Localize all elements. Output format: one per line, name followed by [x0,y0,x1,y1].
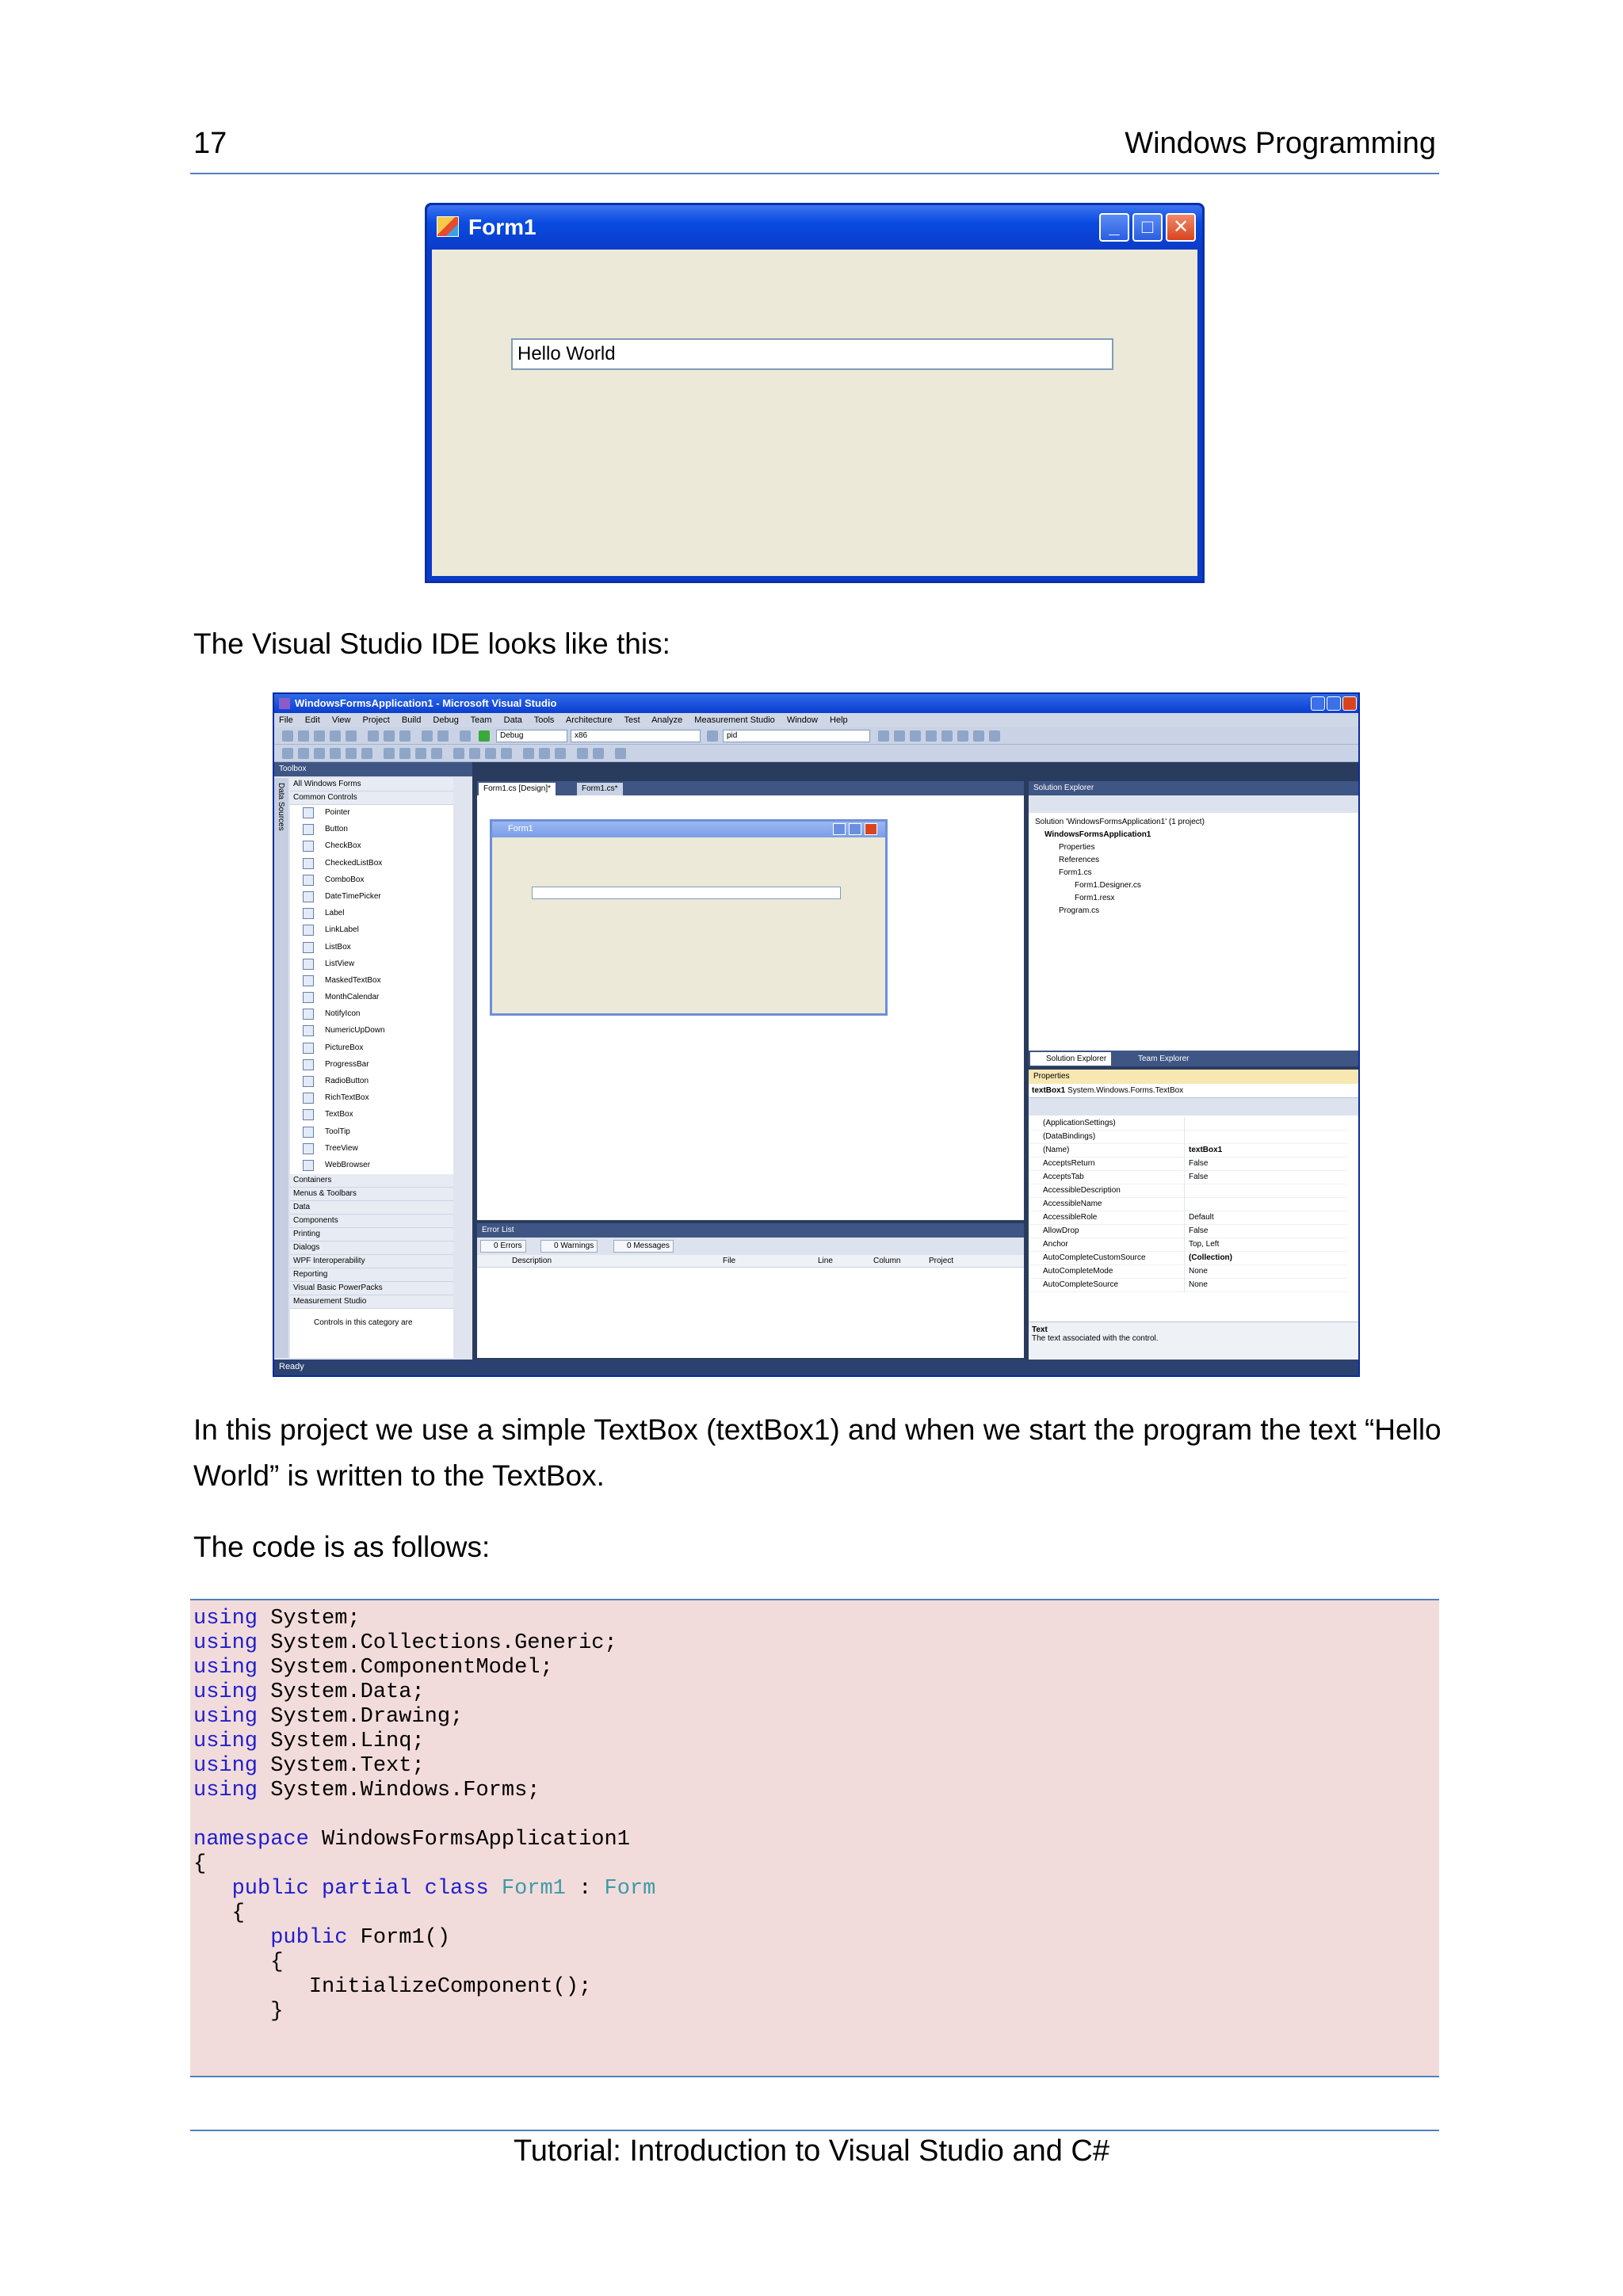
object-browser-icon[interactable] [926,730,937,742]
standard-toolbar [274,727,1358,745]
col-description[interactable]: Description [512,1257,552,1265]
code-line: { [270,1951,284,1974]
listview-icon [303,959,314,970]
solution-explorer-title: Solution Explorer [1029,781,1360,795]
properties-title: Properties [1029,1070,1360,1084]
toolbox-category[interactable]: Menus & Toolbars [290,1188,453,1201]
toolbox-item[interactable] [290,922,453,939]
property-row[interactable] [1029,1144,1347,1158]
property-desc-title: Text [1032,1325,1048,1334]
solution-explorer-icon[interactable] [894,730,905,742]
toolbox-item-label: Button [325,825,348,834]
webbrowser-icon [303,1160,314,1171]
toolbox-category[interactable]: Data [290,1201,453,1215]
new-project-icon[interactable] [282,730,293,742]
property-name: AllowDrop [1043,1226,1079,1235]
code-line: using System; [193,1607,361,1630]
align-middles-icon[interactable] [346,748,357,759]
pointer-icon [303,807,314,818]
toolbox-item[interactable] [290,805,453,822]
warnings-filter-button[interactable]: 0 Warnings [540,1240,598,1253]
toolbox-item-label: PictureBox [325,1043,364,1052]
properties-object-type: System.Windows.Forms.TextBox [1067,1086,1184,1095]
property-value: False [1189,1173,1209,1181]
horizontal-spacing-icon[interactable] [453,748,464,759]
data-sources-label: Data Sources [277,783,285,831]
paste-icon[interactable] [399,730,411,742]
start-debugging-icon[interactable] [479,730,490,742]
explorer-tabs [1029,1051,1360,1066]
toolbox-item[interactable] [290,1124,453,1141]
property-value: False [1189,1159,1209,1168]
code-line: using System.Drawing; [193,1705,464,1729]
checkbox-icon [303,841,314,852]
tab-solution-explorer[interactable]: Solution Explorer [1030,1052,1111,1066]
toolbox-icon[interactable] [941,730,953,742]
close-icon[interactable]: ✕ [1166,213,1196,242]
property-name: (DataBindings) [1043,1132,1096,1141]
make-same-height-icon[interactable] [399,748,411,759]
designer-textbox[interactable] [532,887,841,899]
vs-icon [279,698,290,709]
vertical-spacing-icon[interactable] [523,748,534,759]
code-line: using System.Collections.Generic; [193,1631,617,1655]
property-name: AutoCompleteCustomSource [1043,1253,1146,1262]
toolbox-item[interactable] [290,1006,453,1023]
toolbox-item-label: RadioButton [325,1077,369,1085]
code-line: { [231,1901,245,1925]
toolbox-item[interactable] [290,1057,453,1074]
error-list-header [477,1255,1024,1268]
increase-spacing-icon[interactable] [469,748,480,759]
toolbox-item-label: ListBox [325,942,351,952]
property-name: (Name) [1043,1146,1070,1154]
tree-item-form1[interactable]: Form1.cs [1059,868,1092,877]
textbox-icon [303,1109,314,1120]
menu-measurement-studio[interactable]: Measurement Studio [694,715,775,725]
ide-close-icon[interactable] [1342,696,1357,711]
center-vertically-icon[interactable] [555,748,566,759]
tree-item-solution[interactable]: Solution 'WindowsFormsApplication1' (1 project) [1035,818,1205,826]
ide-maximize-icon[interactable] [1327,696,1341,711]
property-name: AccessibleDescription [1043,1186,1121,1195]
undo-icon[interactable] [422,730,433,742]
property-row[interactable] [1029,1158,1347,1171]
status-bar: Ready [274,1360,1358,1375]
save-icon[interactable] [330,730,341,742]
form1-client [432,250,1197,576]
toolbox-item[interactable] [290,973,453,990]
datetimepicker-icon [303,891,314,902]
decrease-spacing-icon[interactable] [485,748,496,759]
header-title: Windows Programming [1125,127,1436,160]
toolbox-item[interactable] [290,1023,453,1039]
properties-object-select[interactable] [1029,1084,1360,1098]
toolbox-category[interactable]: Containers [290,1174,453,1188]
ide-titlebar [274,694,1358,713]
menu-file[interactable]: File [279,715,293,725]
menu-test[interactable]: Test [624,715,640,725]
code-line: InitializeComponent(); [308,1975,592,1999]
errors-filter-button[interactable]: 0 Errors [480,1240,526,1253]
vs-ide-window [273,692,1360,1377]
ide-minimize-icon[interactable] [1311,696,1325,711]
tooltip-icon [303,1127,314,1138]
toolbox-item-label: MaskedTextBox [325,975,381,985]
toolbox-item-label: Pointer [325,808,350,817]
footer-text: Tutorial: Introduction to Visual Studio and C# [513,2134,1109,2168]
toolbox-item[interactable] [290,889,453,906]
data-sources-tab[interactable] [274,778,288,1358]
solution-explorer-panel [1029,781,1360,1051]
form1-titlebar [427,205,1202,250]
properties-toolbar [1029,1098,1360,1116]
toolbox-item[interactable] [290,1141,453,1158]
hello-textbox[interactable]: Hello World [511,338,1113,370]
code-line: using System.ComponentModel; [193,1656,553,1680]
toolbox-item-label: RichTextBox [325,1093,369,1103]
code-line: namespace WindowsFormsApplication1 [193,1828,630,1852]
header-rule [190,173,1439,174]
property-value: Default [1189,1213,1214,1222]
find-in-files-icon[interactable] [878,730,889,742]
properties-object-name: textBox1 [1032,1086,1066,1095]
toolbox-panel [274,762,472,1361]
send-to-back-icon[interactable] [593,748,604,759]
toolbox-item[interactable] [290,872,453,889]
property-value: textBox1 [1189,1146,1223,1154]
toolbox-item-label: ToolTip [325,1127,350,1136]
combobox-icon [303,875,314,886]
toolbox-item-label: TreeView [325,1143,358,1153]
tab-form1-code[interactable]: Form1.cs* [577,783,623,795]
code-block [190,1599,1439,2077]
extension-manager-icon[interactable] [973,730,984,742]
toolbox-item-label: CheckedListBox [325,858,383,868]
toolbox-category[interactable]: WPF Interoperability [290,1255,453,1268]
ide-title: WindowsFormsApplication1 - Microsoft Visual Studio [295,697,557,709]
menu-team[interactable]: Team [470,715,492,725]
tree-item-references[interactable]: References [1059,856,1100,864]
property-name: AccessibleRole [1043,1213,1098,1222]
menu-data[interactable]: Data [503,715,522,725]
property-row[interactable] [1029,1184,1347,1198]
toolbox-list [290,778,453,1358]
body-paragraph-1: In this project we use a simple TextBox (textBox1) and when we start the program the text “Hello World” is written to the TextBox. [193,1413,1442,1492]
property-desc-text: The text associated with the control. [1032,1334,1159,1343]
menu-analyze[interactable]: Analyze [651,715,683,725]
toolbox-item[interactable] [290,838,453,855]
align-lefts-icon[interactable] [282,748,293,759]
button-icon [303,824,314,835]
property-row[interactable] [1029,1225,1347,1238]
code-line: public Form1() [270,1926,451,1950]
redo-icon[interactable] [437,730,449,742]
tree-item-form1-resx[interactable]: Form1.resx [1075,894,1115,902]
property-row[interactable] [1029,1171,1347,1184]
property-name: Anchor [1043,1240,1068,1249]
toolbox-item[interactable] [290,906,453,922]
linklabel-icon [303,925,314,936]
toolbox-item-label: DateTimePicker [325,891,381,901]
menu-edit[interactable]: Edit [304,715,320,725]
add-item-icon[interactable] [298,730,309,742]
menu-project[interactable]: Project [362,715,390,725]
center-horizontally-icon[interactable] [539,748,550,759]
designer-form-titlebar [492,822,885,837]
toolbox-item-label: CheckBox [325,841,361,851]
toolbox-item-label: NumericUpDown [325,1026,385,1035]
toolbox-item-label: NotifyIcon [325,1009,361,1019]
richtextbox-icon [303,1093,314,1104]
code-line: using System.Windows.Forms; [193,1779,540,1802]
config-select[interactable]: Debug [496,730,567,742]
menu-tools[interactable]: Tools [533,715,555,725]
size-to-grid-icon[interactable] [431,748,442,759]
menu-bar [274,713,1358,727]
form1-title: Form1 [468,215,537,239]
error-list-title: Error List [477,1223,1024,1238]
menu-debug[interactable]: Debug [433,715,459,725]
toolbox-category[interactable]: Printing [290,1228,453,1241]
toolbox-item[interactable] [290,1158,453,1174]
property-row[interactable] [1029,1252,1347,1265]
tab-form1-design[interactable]: Form1.cs [Design]* [479,783,556,795]
code-line: } [270,2000,284,2023]
radiobutton-icon [303,1076,314,1087]
toolbox-category[interactable]: Measurement Studio [290,1295,453,1309]
menu-help[interactable]: Help [830,715,848,725]
document-tabs [477,781,1024,795]
app-icon [437,216,459,237]
property-row[interactable] [1029,1238,1347,1252]
toolbox-item[interactable] [290,990,453,1006]
treeview-icon [303,1143,314,1154]
copy-icon[interactable] [384,730,395,742]
tab-team-explorer[interactable]: Team Explorer [1138,1055,1190,1063]
property-value: None [1189,1280,1208,1289]
designer-form[interactable] [490,819,888,1016]
make-same-width-icon[interactable] [384,748,395,759]
designer-minimize-icon [833,823,846,835]
property-name: AcceptsReturn [1043,1159,1095,1168]
menu-architecture[interactable]: Architecture [565,715,613,725]
make-same-size-icon[interactable] [415,748,426,759]
toolbox-item-label: ComboBox [325,875,365,884]
messages-filter-button[interactable]: 0 Messages [613,1240,674,1253]
col-file[interactable]: File [723,1257,736,1265]
remove-spacing-icon[interactable] [501,748,512,759]
find-input[interactable]: pid [723,730,870,742]
property-row[interactable] [1029,1198,1347,1211]
solution-explorer-toolbar [1029,795,1360,813]
form-designer [477,795,1024,1220]
property-row[interactable] [1029,1211,1347,1225]
page-number: 17 [193,127,227,160]
toolbox-item[interactable] [290,956,453,973]
notifyicon-icon [303,1009,314,1020]
col-line[interactable]: Line [818,1257,833,1265]
toolbox-category[interactable]: Visual Basic PowerPacks [290,1282,453,1295]
error-list-panel [477,1223,1024,1358]
col-project[interactable]: Project [929,1257,954,1265]
cut-icon[interactable] [368,730,379,742]
toolbox-item-label: ProgressBar [325,1059,369,1069]
property-name: AutoCompleteMode [1043,1267,1113,1276]
property-value: False [1189,1226,1209,1235]
code-line: using System.Text; [193,1754,425,1778]
numericupdown-icon [303,1025,314,1036]
start-page-icon[interactable] [957,730,968,742]
minimize-icon[interactable]: _ [1099,213,1129,242]
property-row[interactable] [1029,1117,1347,1131]
property-row[interactable] [1029,1279,1347,1292]
code-line: using System.Linq; [193,1730,425,1753]
body-paragraph-2: The code is as follows: [193,1531,491,1563]
properties-window-icon[interactable] [910,730,921,742]
picturebox-icon [303,1043,314,1054]
toolbox-item-label: MonthCalendar [325,993,380,1002]
navigate-icon[interactable] [460,730,471,742]
solution-tree [1035,816,1205,917]
maximize-icon[interactable]: □ [1132,213,1163,242]
toolbox-category[interactable]: Reporting [290,1268,453,1282]
code-line: using System.Data; [193,1680,425,1704]
open-icon[interactable] [314,730,325,742]
intro-text: The Visual Studio IDE looks like this: [193,627,670,660]
tree-item-program[interactable]: Program.cs [1059,906,1100,915]
toolbox-item-label: TextBox [325,1110,353,1119]
tree-item-form1-designer[interactable]: Form1.Designer.cs [1075,881,1141,890]
menu-window[interactable]: Window [786,715,818,725]
toolbox-item[interactable] [290,856,453,872]
layout-toolbar [274,745,1358,762]
designer-close-icon [865,823,877,835]
property-name: AcceptsTab [1043,1173,1084,1181]
toolbox-item[interactable] [290,940,453,956]
find-icon[interactable] [707,730,718,742]
error-list-toolbar [477,1238,1024,1255]
form1-window [425,203,1205,583]
code-line: { [193,1852,207,1876]
toolbox-item-label: WebBrowser [325,1160,371,1169]
property-row[interactable] [1029,1131,1347,1144]
checkedlistbox-icon [303,858,314,869]
platform-select[interactable]: x86 [571,730,701,742]
property-name: (ApplicationSettings) [1043,1119,1116,1127]
toolbox-item[interactable] [290,1040,453,1057]
menu-build[interactable]: Build [401,715,422,725]
toolbox-item[interactable] [290,822,453,838]
toolbox-item-label: Label [325,909,345,918]
menu-view[interactable]: View [331,715,351,725]
tree-item-properties[interactable]: Properties [1059,843,1095,852]
toolbox-item[interactable] [290,1090,453,1107]
property-row[interactable] [1029,1265,1347,1279]
property-name: AccessibleName [1043,1199,1102,1208]
toolbox-footer: Controls in this category are [314,1318,413,1328]
toolbox-category[interactable]: Common Controls [290,791,453,805]
code-line: public partial class Form1 : Form [231,1877,656,1901]
align-rights-icon[interactable] [314,748,325,759]
toolbox-item-label: ListView [325,959,355,968]
align-bottoms-icon[interactable] [361,748,372,759]
col-column[interactable]: Column [873,1257,901,1265]
property-value: Top, Left [1189,1240,1220,1249]
lock-controls-icon[interactable] [615,748,626,759]
property-value: None [1189,1267,1208,1276]
label-icon [303,908,314,919]
align-tops-icon[interactable] [330,748,341,759]
designer-form-title: Form1 [508,824,533,833]
toolbox-item[interactable] [290,1074,453,1090]
toolbox-title: Toolbox [274,762,472,776]
progressbar-icon [303,1059,314,1070]
property-value: (Collection) [1189,1253,1232,1262]
toolbox-category[interactable]: Components [290,1215,453,1228]
property-grid [1029,1117,1347,1292]
property-name: AutoCompleteSource [1043,1280,1119,1289]
tree-item-project[interactable]: WindowsFormsApplication1 [1044,830,1151,839]
save-all-icon[interactable] [346,730,357,742]
listbox-icon [303,942,314,953]
bring-to-front-icon[interactable] [577,748,588,759]
monthcalendar-icon [303,992,314,1003]
designer-maximize-icon [849,823,861,835]
command-window-icon[interactable] [989,730,1000,742]
align-centers-icon[interactable] [298,748,309,759]
toolbox-category[interactable]: All Windows Forms [290,778,453,791]
toolbox-item-label: LinkLabel [325,925,359,935]
properties-panel [1029,1070,1360,1367]
footer-rule [190,2130,1439,2131]
toolbox-category[interactable]: Dialogs [290,1241,453,1255]
toolbox-item[interactable] [290,1107,453,1123]
maskedtextbox-icon [303,975,314,986]
